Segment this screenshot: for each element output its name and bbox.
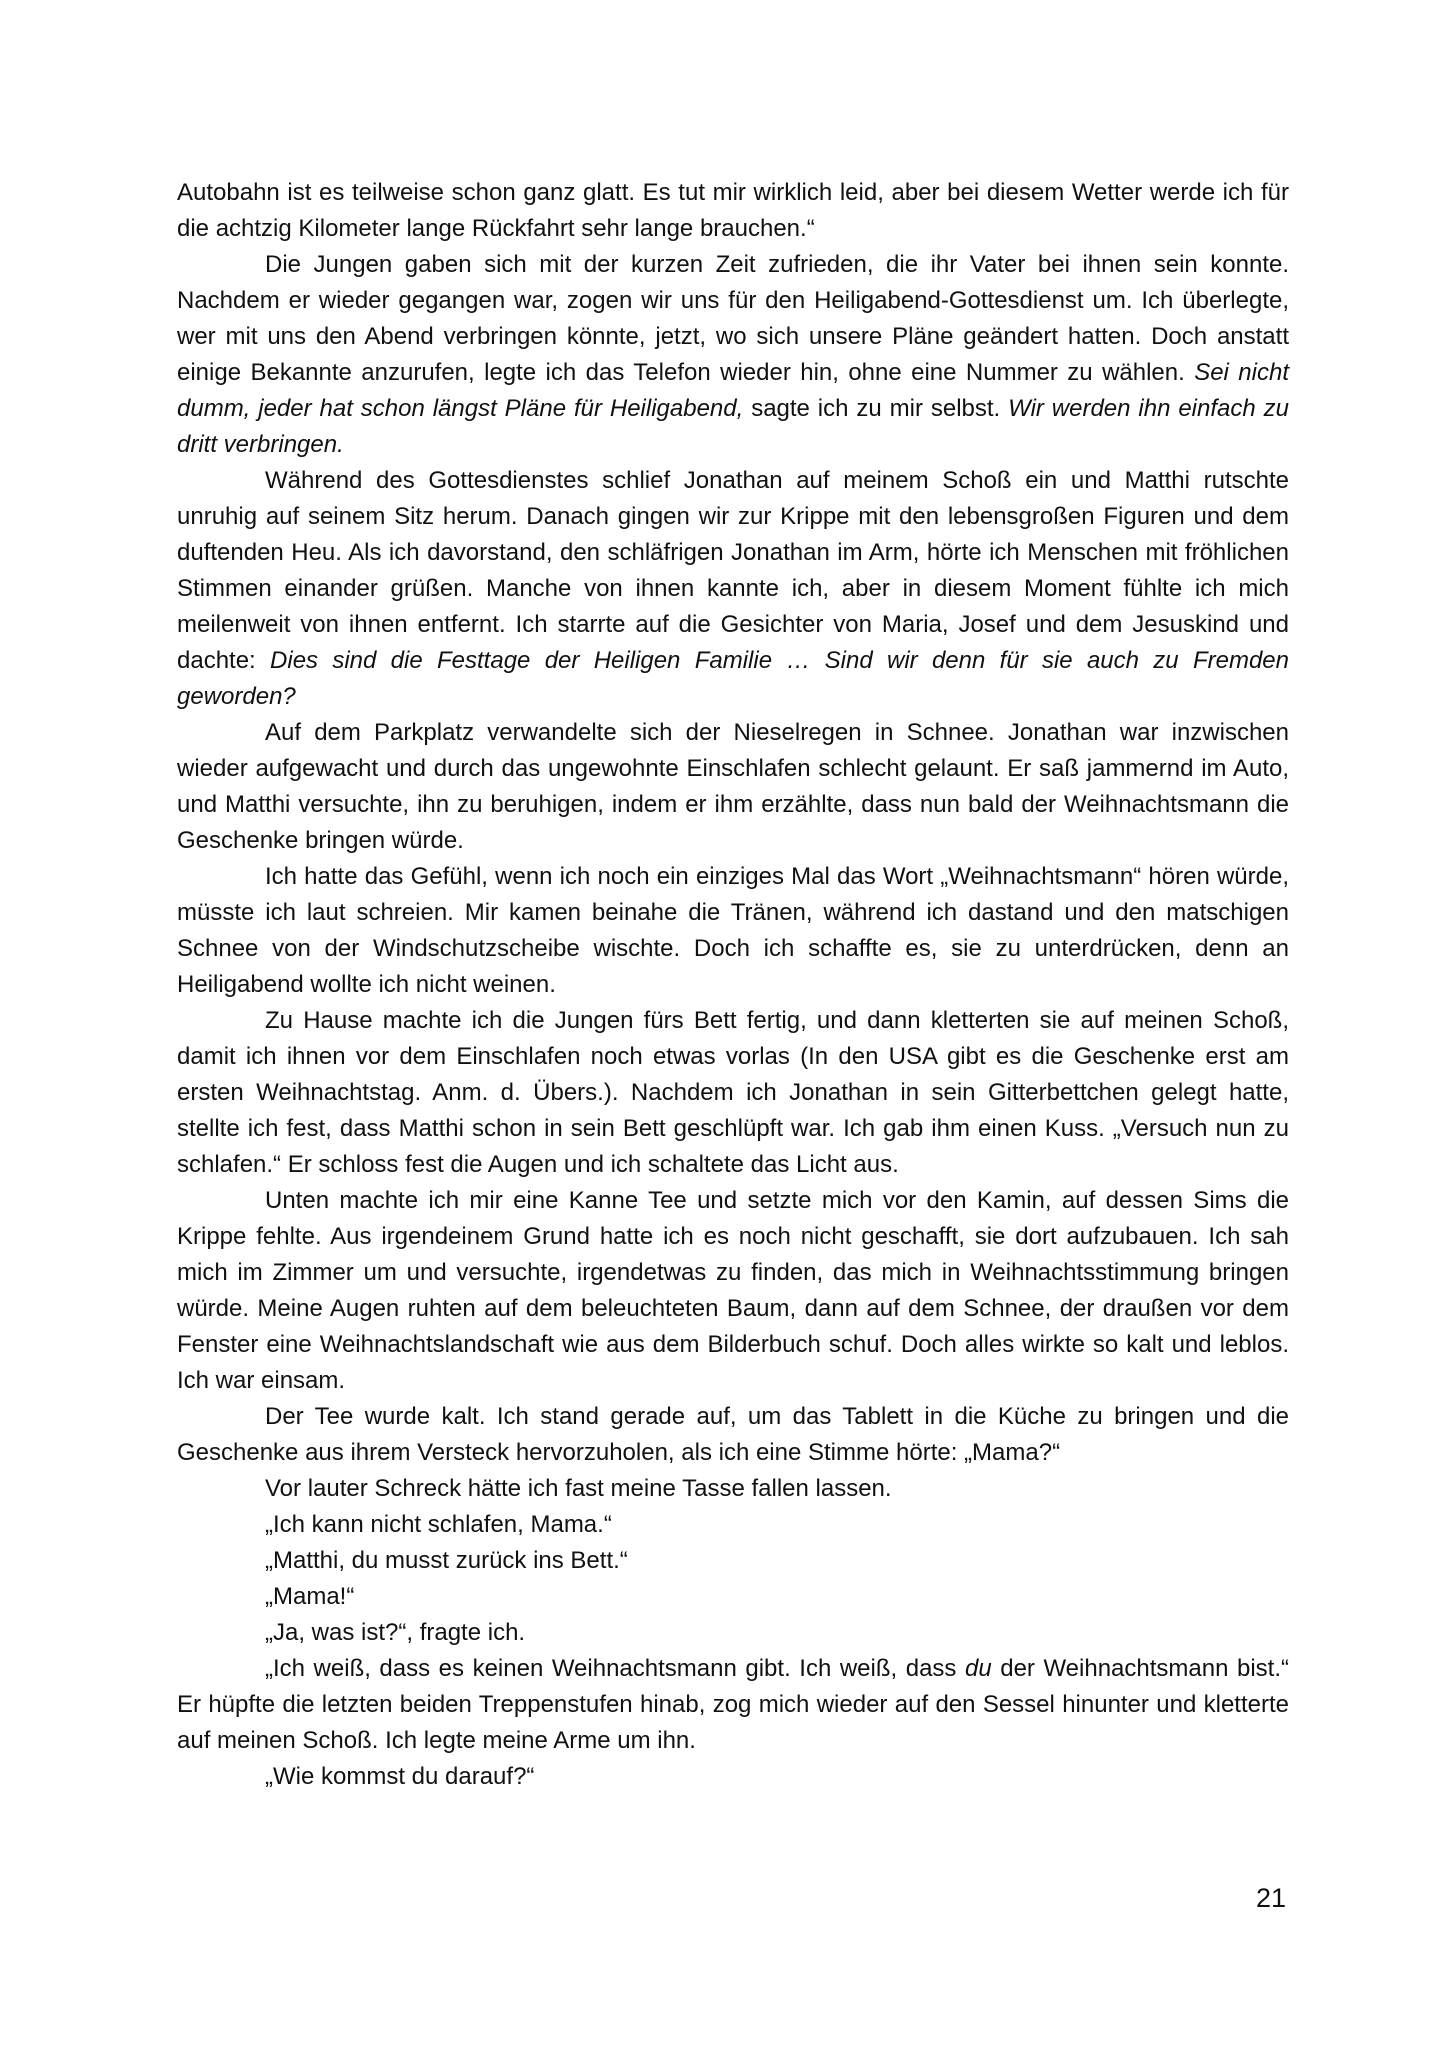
text-run: Autobahn ist es teilweise schon ganz glatt. Es tut mir wirklich leid, aber bei diesem Wetter werde ich für die achtzig Kilometer lange Rückfahrt sehr lange brauchen.“ [177,179,1289,242]
paragraph-3 [177,463,1289,715]
paragraph-11 [177,1543,1289,1579]
paragraph-4 [177,715,1289,859]
paragraph-1 [177,175,1289,247]
text-run: Ich hatte das Gefühl, wenn ich noch ein einziges Mal das Wort „Weihnachtsmann“ hören würde, müsste ich laut schreien. Mir kamen beinahe die Tränen, während ich dastand und den matschigen Schnee von der Windschutzscheibe wischte. Doch ich schaffte es, sie zu unterdrücken, denn an Heiligabend wollte ich nicht weinen. [177,863,1289,998]
text-run: sagte ich zu mir selbst. [743,395,1009,422]
paragraph-6 [177,1003,1289,1183]
italic-text-run: du [964,1655,992,1682]
paragraph-13 [177,1615,1289,1651]
page-number: 21 [1255,1883,1286,1913]
italic-text-run: Sei nicht dumm, jeder hat schon längst Pläne für Heiligabend, [177,359,1289,422]
text-run: „Ich kann nicht schlafen, Mama.“ [265,1511,612,1538]
text-run: Der Tee wurde kalt. Ich stand gerade auf, um das Tablett in die Küche zu bringen und die Geschenke aus ihrem Versteck hervorzuholen, als ich eine Stimme hörte: „Mama?“ [177,1403,1289,1466]
text-run: Zu Hause machte ich die Jungen fürs Bett fertig, und dann kletterten sie auf meinen Schoß, damit ich ihnen vor dem Einschlafen noch etwas vorlas (In den USA gibt es die Geschenke erst am ersten Weihnachtstag. Anm. d. Übers.). Nachdem ich Jonathan in sein Gitterbettchen gelegt hatte, stellte ich fest, dass Matthi schon in sein Bett geschlüpft war. Ich gab ihm einen Kuss. „Versuch nun zu schlafen.“ Er schloss fest die Augen und ich schaltete das Licht aus. [177,1007,1289,1178]
paragraph-2 [177,247,1289,463]
text-run: Die Jungen gaben sich mit der kurzen Zeit zufrieden, die ihr Vater bei ihnen sein konnte. Nachdem er wieder gegangen war, zogen wir uns für den Heiligabend-Gottesdienst um. Ich überlegte, wer mit uns den Abend verbringen könnte, jetzt, wo sich unsere Pläne geändert hatten. Doch anstatt einige Bekannte anzurufen, legte ich das Telefon wieder hin, ohne eine Nummer zu wählen. [177,251,1289,386]
text-run: Auf dem Parkplatz verwandelte sich der Nieselregen in Schnee. Jonathan war inzwischen wieder aufgewacht und durch das ungewohnte Einschlafen schlecht gelaunt. Er saß jammernd im Auto, und Matthi versuchte, ihn zu beruhigen, indem er ihm erzählte, dass nun bald der Weihnachtsmann die Geschenke bringen würde. [177,719,1289,854]
text-run: Unten machte ich mir eine Kanne Tee und setzte mich vor den Kamin, auf dessen Sims die Krippe fehlte. Aus irgendeinem Grund hatte ich es noch nicht geschafft, sie dort aufzubauen. Ich sah mich im Zimmer um und versuchte, irgendetwas zu finden, das mich in Weihnachtsstimmung bringen würde. Meine Augen ruhten auf dem beleuchteten Baum, dann auf dem Schnee, der draußen vor dem Fenster eine Weihnachtslandschaft wie aus dem Bilderbuch schuf. Doch alles wirkte so kalt und leblos. Ich war einsam. [177,1187,1289,1394]
paragraph-5 [177,859,1289,1003]
paragraph-7 [177,1183,1289,1399]
text-run: „Ja, was ist?“, fragte ich. [265,1619,526,1646]
paragraph-9 [177,1471,1289,1507]
text-run: „Ich weiß, dass es keinen Weihnachtsmann gibt. Ich weiß, dass [265,1655,965,1682]
text-run: „Mama!“ [265,1583,355,1610]
paragraph-8 [177,1399,1289,1471]
italic-text-run: Wir werden ihn einfach zu dritt verbringen. [177,395,1289,458]
body-text [177,175,1289,1795]
paragraph-15 [177,1759,1289,1795]
paragraph-14 [177,1651,1289,1759]
text-run: Vor lauter Schreck hätte ich fast meine Tasse fallen lassen. [265,1475,892,1502]
text-run: „Wie kommst du darauf?“ [265,1763,535,1790]
paragraph-12 [177,1579,1289,1615]
italic-text-run: Dies sind die Festtage der Heiligen Familie … Sind wir denn für sie auch zu Fremden geworden? [177,647,1289,710]
paragraph-10 [177,1507,1289,1543]
text-run: Während des Gottesdienstes schlief Jonathan auf meinem Schoß ein und Matthi rutschte unruhig auf seinem Sitz herum. Danach gingen wir zur Krippe mit den lebensgroßen Figuren und dem duftenden Heu. Als ich davorstand, den schläfrigen Jonathan im Arm, hörte ich Menschen mit fröhlichen Stimmen einander grüßen. Manche von ihnen kannte ich, aber in diesem Moment fühlte ich mich meilenweit von ihnen entfernt. Ich starrte auf die Gesichter von Maria, Josef und dem Jesuskind und dachte: [177,467,1289,674]
text-run: der Weihnachtsmann bist.“ Er hüpfte die letzten beiden Treppenstufen hinab, zog mich wieder auf den Sessel hinunter und kletterte auf meinen Schoß. Ich legte meine Arme um ihn. [177,1655,1289,1754]
text-run: „Matthi, du musst zurück ins Bett.“ [265,1547,628,1574]
